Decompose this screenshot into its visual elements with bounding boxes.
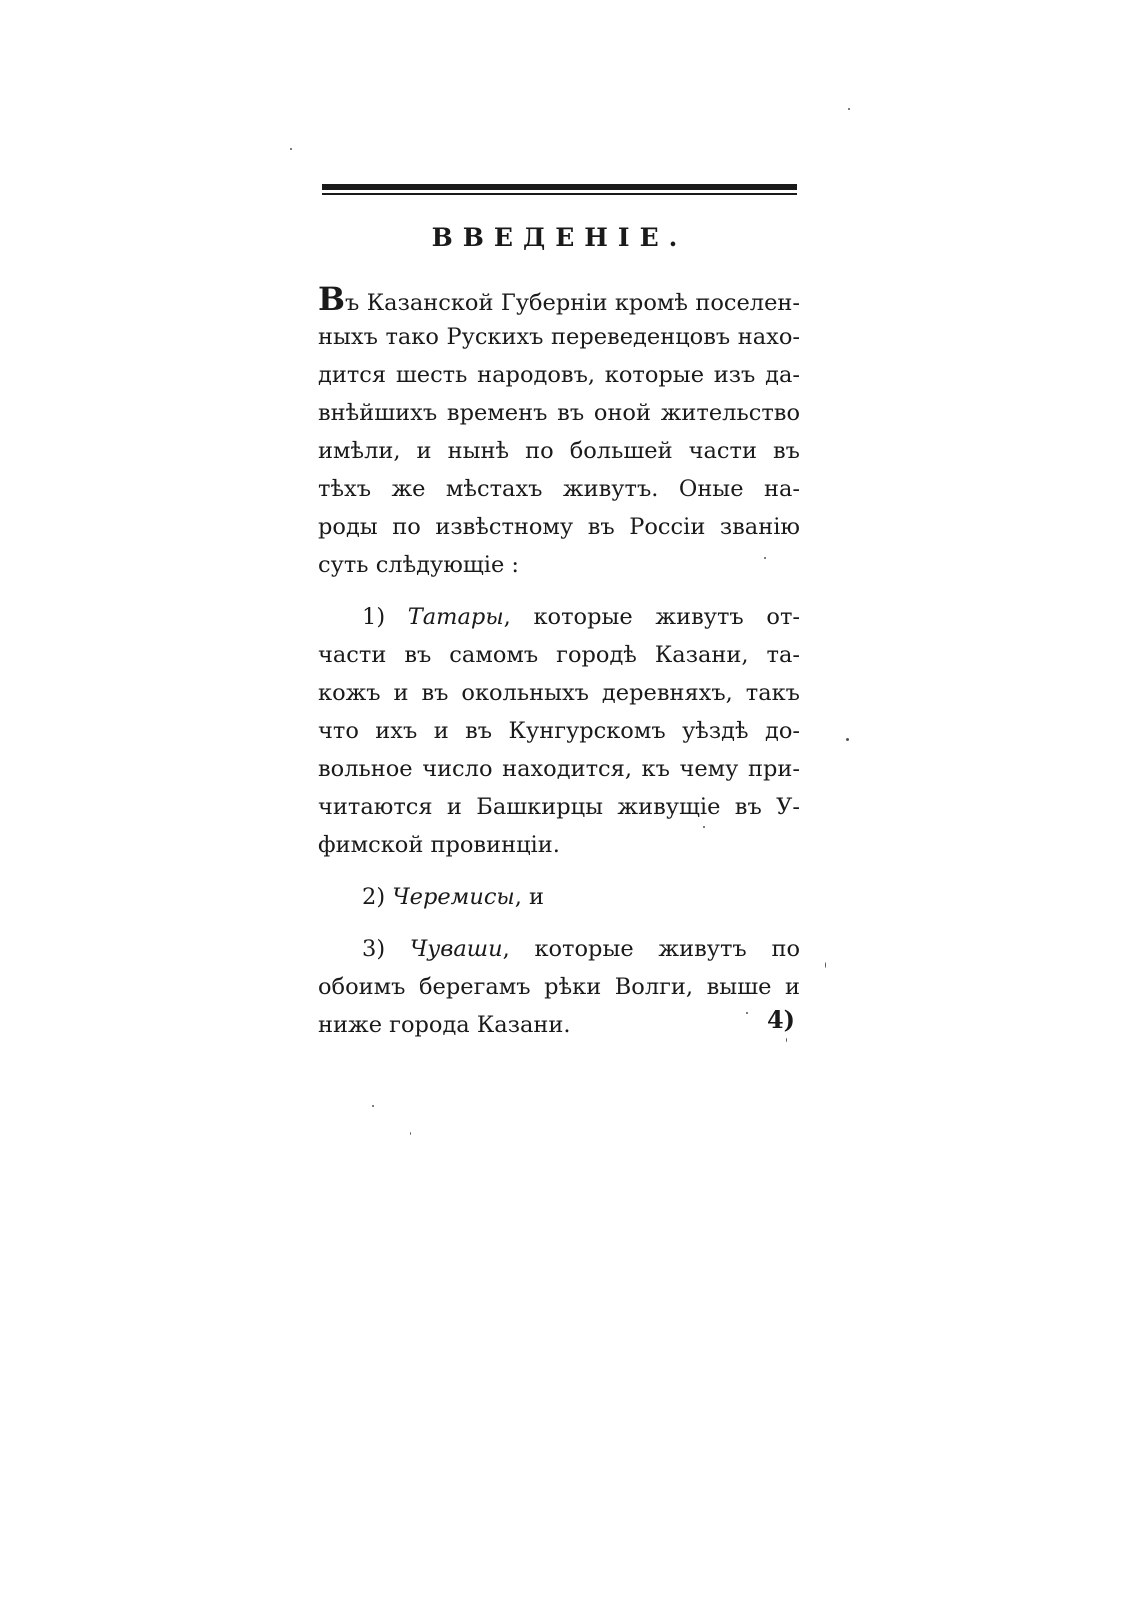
item-number: 3) xyxy=(362,936,386,962)
scan-speck xyxy=(746,1012,748,1014)
text-line: кожъ и въ окольныхъ деревняхъ, такъ xyxy=(318,680,800,706)
text-line: читаются и Башкирцы живущіе въ У- xyxy=(318,794,800,820)
text-line: дится шесть народовъ, которые изъ да- xyxy=(318,362,800,388)
text-line: ныхъ тако Рускихъ переведенцовъ нахо- xyxy=(318,324,800,350)
scan-speck xyxy=(372,1105,374,1107)
item-name: Чуваши xyxy=(409,936,503,962)
text-line: части въ самомъ городѣ Казани, та- xyxy=(318,642,800,668)
header-rule-thick xyxy=(322,184,797,190)
catchword: 4) xyxy=(766,1005,795,1034)
body-text xyxy=(318,280,800,1044)
item-name: Татары xyxy=(407,604,504,630)
text-line: суть слѣдующіе : xyxy=(318,552,519,578)
text-line: что ихъ и въ Кунгурскомъ уѣздѣ до- xyxy=(318,718,800,744)
scan-speck xyxy=(786,1038,787,1042)
text-line: фимской провинціи. xyxy=(318,832,560,858)
scan-speck xyxy=(846,738,849,741)
item-number: 1) xyxy=(362,604,386,630)
scan-speck xyxy=(825,962,826,968)
scan-speck xyxy=(764,557,766,559)
list-item-3-line: 3) Чуваши, которые живутъ по xyxy=(362,936,800,962)
drop-capital: В xyxy=(318,280,346,318)
item-name: Черемисы xyxy=(392,884,515,910)
text-line: ниже города Казани. xyxy=(318,1012,571,1038)
scan-speck xyxy=(703,826,705,828)
text-line: тѣхъ же мѣстахъ живутъ. Оные на- xyxy=(318,476,800,502)
text-line: имѣли, и нынѣ по большей части въ xyxy=(318,438,800,464)
list-item-1-line: 1) Татары, которые живутъ от- xyxy=(362,604,801,630)
list-item-2-line: 2) Черемисы, и xyxy=(362,884,545,910)
text-line: роды по извѣстному въ Россіи званію xyxy=(318,514,800,540)
scan-speck xyxy=(290,148,292,150)
text-line: обоимъ берегамъ рѣки Волги, выше и xyxy=(318,974,800,1000)
text-line: вольное число находится, къ чему при- xyxy=(318,756,800,782)
text-line: внѣйшихъ временъ въ оной жительство xyxy=(318,400,800,426)
text-line: Въ Казанской Губерніи кромѣ поселен- xyxy=(318,280,800,318)
scan-speck xyxy=(410,1132,411,1135)
scan-speck xyxy=(848,108,850,110)
header-rule-thin xyxy=(322,193,797,195)
item-number: 2) xyxy=(362,884,386,910)
chapter-title: ВВЕДЕНІЕ. xyxy=(431,223,688,252)
